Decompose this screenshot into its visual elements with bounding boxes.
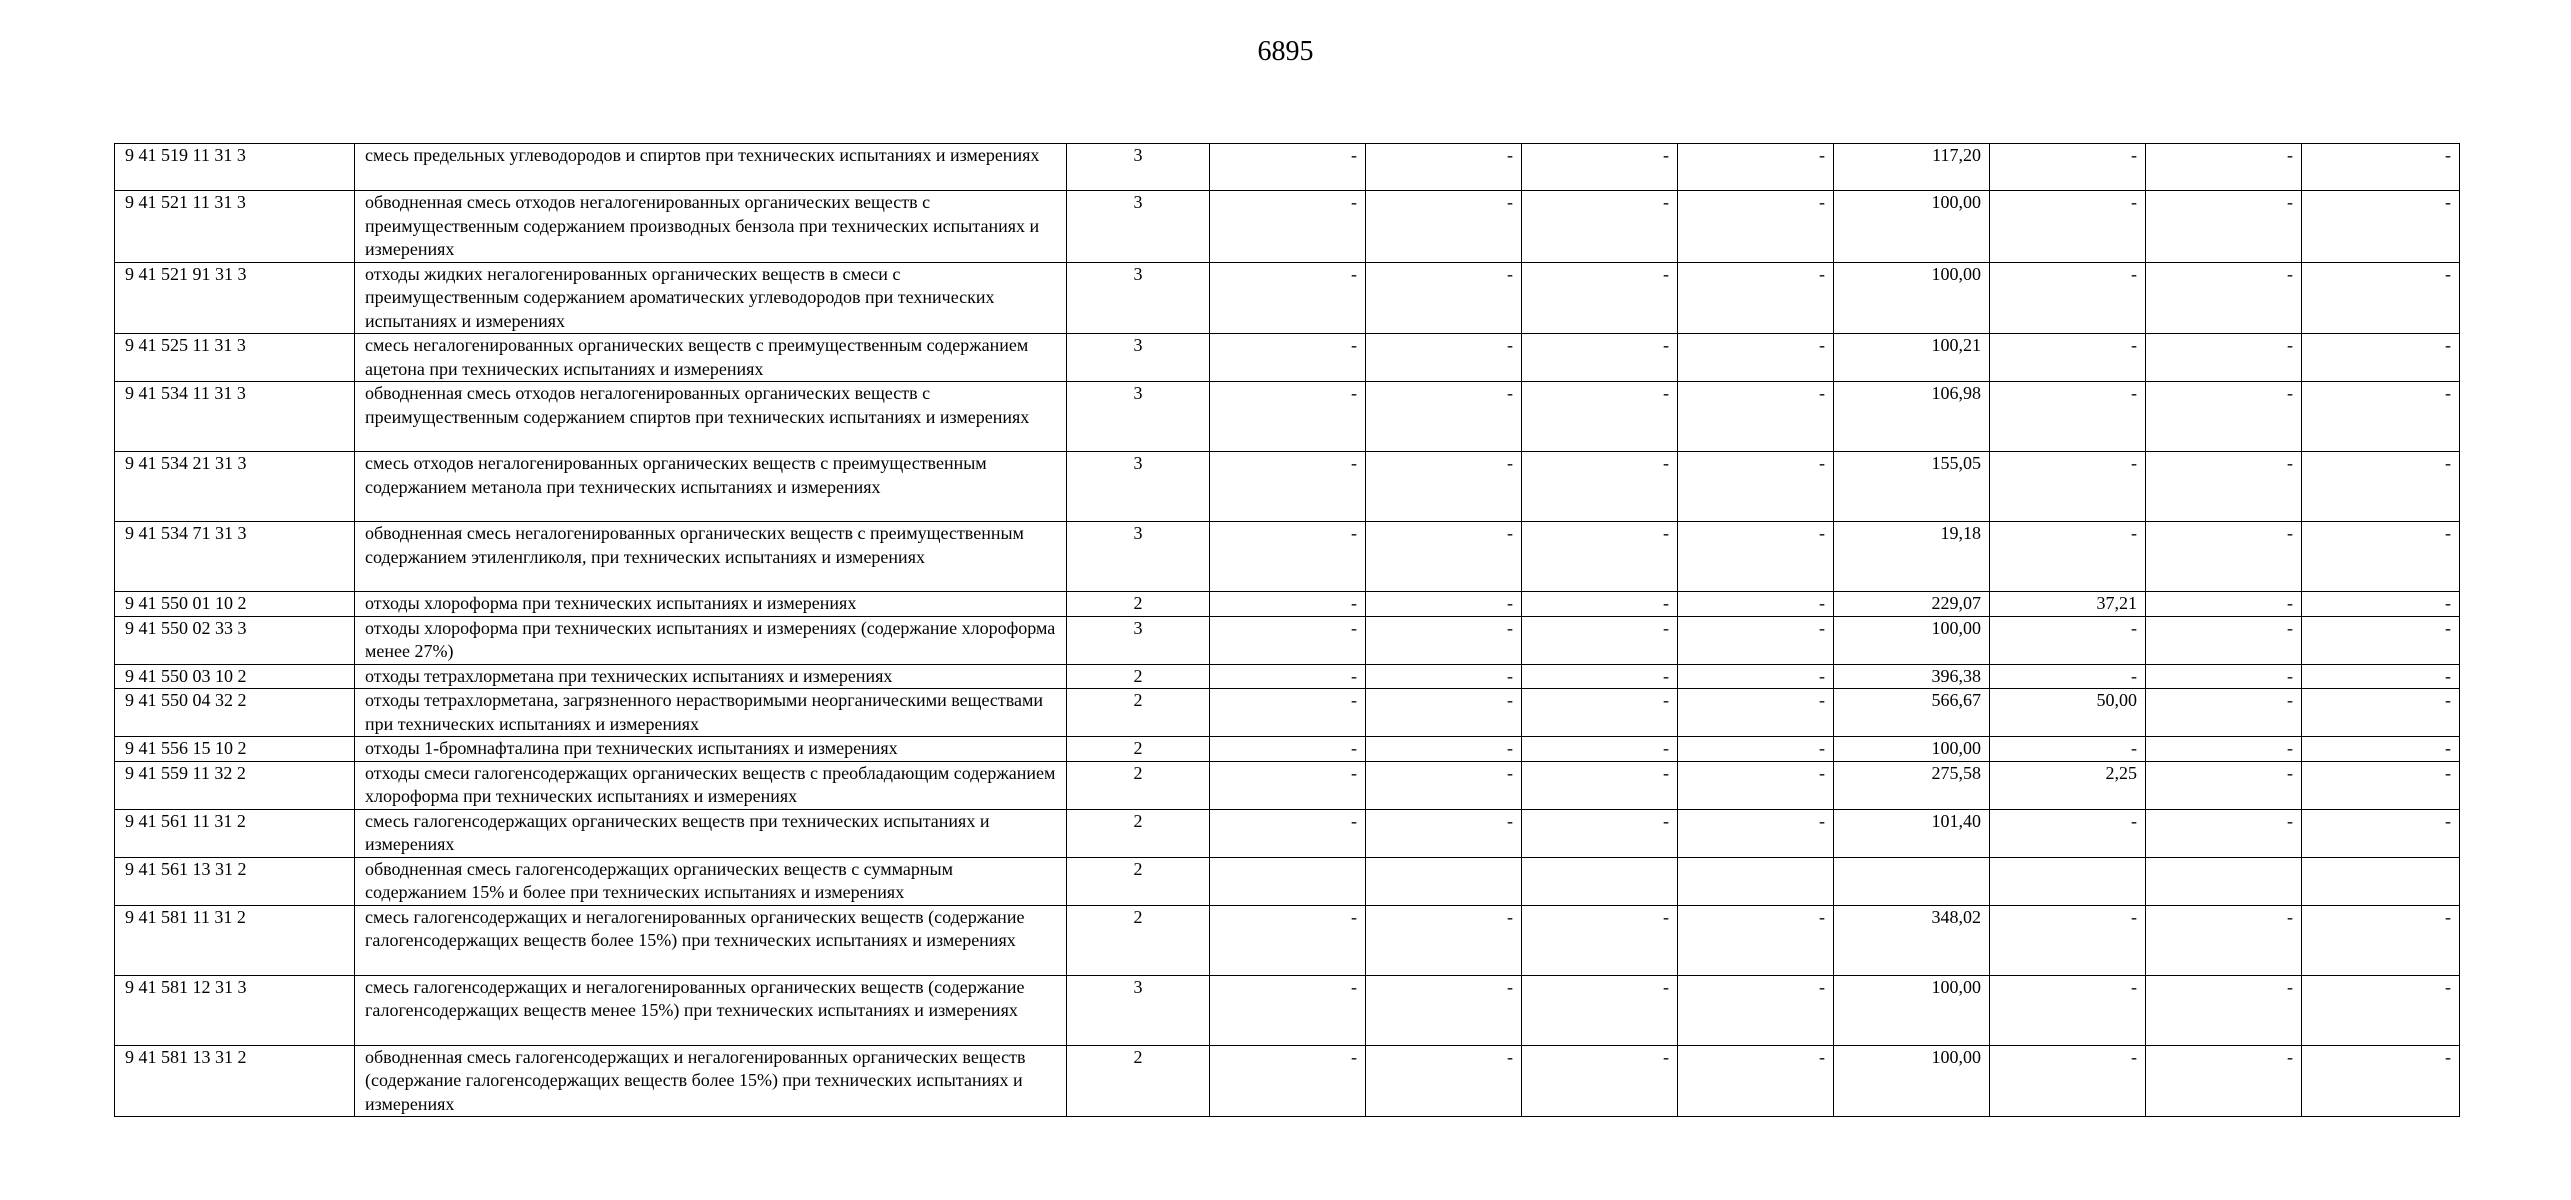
value-cell: -	[1990, 1045, 2146, 1117]
value-cell: -	[1678, 905, 1834, 975]
hazard-class-cell: 2	[1067, 905, 1210, 975]
value-cell: -	[2302, 616, 2460, 664]
value-cell: -	[1522, 689, 1678, 737]
value-cell: -	[1522, 761, 1678, 809]
value-cell: -	[2302, 905, 2460, 975]
value-cell: -	[2146, 522, 2302, 592]
value-cell: -	[1210, 592, 1366, 617]
hazard-class-cell: 2	[1067, 664, 1210, 689]
value-cell: 100,21	[1834, 334, 1990, 382]
value-cell: -	[1990, 975, 2146, 1045]
value-cell: -	[2146, 262, 2302, 334]
value-cell: 100,00	[1834, 737, 1990, 762]
value-cell: -	[1678, 975, 1834, 1045]
value-cell: -	[2146, 1045, 2302, 1117]
value-cell: 117,20	[1834, 144, 1990, 191]
waste-code-cell: 9 41 534 21 31 3	[115, 452, 355, 522]
waste-name-cell: обводненная смесь отходов негалогенированных органических веществ с преимущественным содержанием производных бензола при технических испытаниях и измерениях	[355, 191, 1067, 263]
value-cell: -	[1366, 382, 1522, 452]
value-cell	[1990, 857, 2146, 905]
hazard-class-cell: 3	[1067, 262, 1210, 334]
value-cell: -	[1522, 616, 1678, 664]
waste-code-cell: 9 41 550 04 32 2	[115, 689, 355, 737]
value-cell: -	[1210, 1045, 1366, 1117]
value-cell: 100,00	[1834, 191, 1990, 263]
value-cell	[2146, 857, 2302, 905]
value-cell: -	[2146, 689, 2302, 737]
value-cell: 100,00	[1834, 262, 1990, 334]
waste-name-cell: отходы хлороформа при технических испытаниях и измерениях (содержание хлороформа менее 27%)	[355, 616, 1067, 664]
hazard-class-cell: 3	[1067, 616, 1210, 664]
waste-name-cell: обводненная смесь отходов негалогенированных органических веществ с преимущественным содержанием спиртов при технических испытаниях и измерениях	[355, 382, 1067, 452]
value-cell: -	[1990, 522, 2146, 592]
value-cell: -	[1678, 809, 1834, 857]
value-cell: -	[2302, 191, 2460, 263]
value-cell: -	[2302, 689, 2460, 737]
waste-code-cell: 9 41 559 11 32 2	[115, 761, 355, 809]
value-cell: -	[1366, 452, 1522, 522]
waste-name-cell: обводненная смесь галогенсодержащих и негалогенированных органических веществ (содержание галогенсодержащих веществ более 15%) при технических испытаниях и измерениях	[355, 1045, 1067, 1117]
value-cell: -	[2146, 905, 2302, 975]
value-cell: -	[1990, 664, 2146, 689]
value-cell: -	[1522, 382, 1678, 452]
value-cell: -	[1678, 689, 1834, 737]
hazard-class-cell: 2	[1067, 857, 1210, 905]
waste-code-cell: 9 41 525 11 31 3	[115, 334, 355, 382]
value-cell	[2302, 857, 2460, 905]
value-cell: -	[1990, 809, 2146, 857]
value-cell: -	[1366, 737, 1522, 762]
table-row	[115, 761, 2460, 809]
hazard-class-cell: 3	[1067, 334, 1210, 382]
value-cell: -	[2302, 522, 2460, 592]
waste-name-cell: смесь галогенсодержащих и негалогенированных органических веществ (содержание галогенсодержащих веществ менее 15%) при технических испытаниях и измерениях	[355, 975, 1067, 1045]
table-row	[115, 262, 2460, 334]
value-cell: -	[1366, 689, 1522, 737]
value-cell: -	[2146, 616, 2302, 664]
value-cell: -	[2146, 382, 2302, 452]
value-cell: -	[1990, 262, 2146, 334]
waste-code-cell: 9 41 550 03 10 2	[115, 664, 355, 689]
waste-name-cell: смесь отходов негалогенированных органических веществ с преимущественным содержанием метанола при технических испытаниях и измерениях	[355, 452, 1067, 522]
waste-name-cell: отходы жидких негалогенированных органических веществ в смеси с преимущественным содержанием ароматических углеводородов при технических испытаниях и измерениях	[355, 262, 1067, 334]
waste-name-cell: отходы тетрахлорметана при технических испытаниях и измерениях	[355, 664, 1067, 689]
table-row	[115, 809, 2460, 857]
value-cell: -	[1990, 382, 2146, 452]
hazard-class-cell: 3	[1067, 191, 1210, 263]
value-cell: -	[1366, 616, 1522, 664]
value-cell: -	[1522, 905, 1678, 975]
table-row	[115, 616, 2460, 664]
value-cell: 100,00	[1834, 975, 1990, 1045]
value-cell: -	[1678, 144, 1834, 191]
value-cell: -	[1366, 664, 1522, 689]
waste-name-cell: отходы 1-бромнафталина при технических испытаниях и измерениях	[355, 737, 1067, 762]
value-cell: -	[1990, 191, 2146, 263]
value-cell: -	[1990, 905, 2146, 975]
value-cell: -	[2302, 737, 2460, 762]
waste-code-cell: 9 41 519 11 31 3	[115, 144, 355, 191]
value-cell: -	[1210, 334, 1366, 382]
hazard-class-cell: 2	[1067, 761, 1210, 809]
table-row	[115, 689, 2460, 737]
hazard-class-cell: 3	[1067, 144, 1210, 191]
table-row	[115, 905, 2460, 975]
value-cell: -	[1522, 592, 1678, 617]
value-cell: -	[1678, 761, 1834, 809]
table-row	[115, 1045, 2460, 1117]
table-row	[115, 592, 2460, 617]
table-row	[115, 857, 2460, 905]
value-cell: -	[1990, 616, 2146, 664]
value-cell: -	[1522, 191, 1678, 263]
table-row	[115, 144, 2460, 191]
waste-name-cell: отходы смеси галогенсодержащих органических веществ с преобладающим содержанием хлороформа при технических испытаниях и измерениях	[355, 761, 1067, 809]
value-cell: -	[1522, 144, 1678, 191]
value-cell: -	[1210, 905, 1366, 975]
value-cell: 101,40	[1834, 809, 1990, 857]
table-row	[115, 522, 2460, 592]
value-cell: -	[2146, 737, 2302, 762]
value-cell: -	[1990, 144, 2146, 191]
value-cell: -	[1210, 382, 1366, 452]
table-body	[115, 144, 2460, 1117]
value-cell: -	[1210, 664, 1366, 689]
waste-name-cell: отходы тетрахлорметана, загрязненного нерастворимыми неорганическими веществами при технических испытаниях и измерениях	[355, 689, 1067, 737]
value-cell: -	[1210, 144, 1366, 191]
table-row	[115, 191, 2460, 263]
value-cell: -	[1678, 191, 1834, 263]
value-cell: -	[1210, 809, 1366, 857]
value-cell: -	[1678, 1045, 1834, 1117]
value-cell: -	[2146, 144, 2302, 191]
value-cell: -	[1522, 664, 1678, 689]
waste-name-cell: отходы хлороформа при технических испытаниях и измерениях	[355, 592, 1067, 617]
value-cell: -	[1678, 616, 1834, 664]
value-cell: -	[1210, 522, 1366, 592]
value-cell: 275,58	[1834, 761, 1990, 809]
value-cell: -	[1366, 809, 1522, 857]
value-cell: -	[1366, 144, 1522, 191]
waste-code-cell: 9 41 550 01 10 2	[115, 592, 355, 617]
value-cell: -	[1366, 975, 1522, 1045]
value-cell: -	[1522, 334, 1678, 382]
value-cell: -	[2302, 761, 2460, 809]
value-cell: -	[1210, 452, 1366, 522]
value-cell: 155,05	[1834, 452, 1990, 522]
value-cell: -	[1678, 334, 1834, 382]
value-cell: -	[1522, 809, 1678, 857]
value-cell: -	[1678, 592, 1834, 617]
value-cell: -	[1366, 191, 1522, 263]
waste-name-cell: обводненная смесь негалогенированных органических веществ с преимущественным содержанием этиленгликоля, при технических испытаниях и измерениях	[355, 522, 1067, 592]
value-cell: -	[2302, 334, 2460, 382]
waste-name-cell: смесь негалогенированных органических веществ с преимущественным содержанием ацетона при технических испытаниях и измерениях	[355, 334, 1067, 382]
table-row	[115, 664, 2460, 689]
waste-code-cell: 9 41 561 13 31 2	[115, 857, 355, 905]
waste-name-cell: смесь галогенсодержащих органических веществ при технических испытаниях и измерениях	[355, 809, 1067, 857]
value-cell: -	[1678, 382, 1834, 452]
value-cell: -	[2146, 975, 2302, 1045]
hazard-class-cell: 3	[1067, 975, 1210, 1045]
waste-code-cell: 9 41 521 11 31 3	[115, 191, 355, 263]
value-cell	[1366, 857, 1522, 905]
value-cell: -	[1366, 905, 1522, 975]
value-cell: -	[1210, 191, 1366, 263]
waste-register-table	[114, 143, 2460, 1117]
value-cell: -	[1210, 761, 1366, 809]
value-cell: -	[2302, 144, 2460, 191]
value-cell: -	[1522, 262, 1678, 334]
waste-code-cell: 9 41 561 11 31 2	[115, 809, 355, 857]
waste-code-cell: 9 41 550 02 33 3	[115, 616, 355, 664]
value-cell: -	[1522, 452, 1678, 522]
value-cell: -	[2146, 664, 2302, 689]
value-cell: -	[1366, 334, 1522, 382]
hazard-class-cell: 3	[1067, 452, 1210, 522]
value-cell: 396,38	[1834, 664, 1990, 689]
value-cell: -	[1366, 761, 1522, 809]
waste-name-cell: смесь галогенсодержащих и негалогенированных органических веществ (содержание галогенсодержащих веществ более 15%) при технических испытаниях и измерениях	[355, 905, 1067, 975]
value-cell: -	[2302, 592, 2460, 617]
value-cell: -	[2146, 809, 2302, 857]
value-cell: -	[1522, 522, 1678, 592]
value-cell: 50,00	[1990, 689, 2146, 737]
hazard-class-cell: 2	[1067, 1045, 1210, 1117]
page-number: 6895	[1257, 36, 1314, 67]
value-cell: 106,98	[1834, 382, 1990, 452]
value-cell: -	[2146, 334, 2302, 382]
hazard-class-cell: 2	[1067, 737, 1210, 762]
waste-code-cell: 9 41 581 12 31 3	[115, 975, 355, 1045]
value-cell: -	[1678, 737, 1834, 762]
value-cell: 37,21	[1990, 592, 2146, 617]
value-cell: -	[2302, 452, 2460, 522]
table-row	[115, 452, 2460, 522]
value-cell: -	[1990, 452, 2146, 522]
value-cell: -	[2302, 809, 2460, 857]
value-cell: -	[2302, 262, 2460, 334]
value-cell: -	[1522, 975, 1678, 1045]
value-cell: -	[1522, 737, 1678, 762]
value-cell: -	[1678, 522, 1834, 592]
waste-code-cell: 9 41 581 13 31 2	[115, 1045, 355, 1117]
value-cell: 229,07	[1834, 592, 1990, 617]
value-cell: -	[2302, 382, 2460, 452]
hazard-class-cell: 2	[1067, 592, 1210, 617]
value-cell: 100,00	[1834, 1045, 1990, 1117]
waste-code-cell: 9 41 556 15 10 2	[115, 737, 355, 762]
hazard-class-cell: 2	[1067, 689, 1210, 737]
value-cell: -	[1210, 616, 1366, 664]
waste-code-cell: 9 41 521 91 31 3	[115, 262, 355, 334]
value-cell: -	[2146, 761, 2302, 809]
value-cell: -	[2302, 975, 2460, 1045]
value-cell: -	[1366, 262, 1522, 334]
waste-name-cell: смесь предельных углеводородов и спиртов при технических испытаниях и измерениях	[355, 144, 1067, 191]
hazard-class-cell: 2	[1067, 809, 1210, 857]
value-cell	[1522, 857, 1678, 905]
value-cell	[1210, 857, 1366, 905]
value-cell: -	[1366, 522, 1522, 592]
value-cell: -	[1366, 592, 1522, 617]
value-cell: -	[1210, 975, 1366, 1045]
value-cell: -	[2146, 191, 2302, 263]
value-cell: -	[2146, 592, 2302, 617]
table-row	[115, 382, 2460, 452]
value-cell	[1834, 857, 1990, 905]
value-cell: -	[1210, 737, 1366, 762]
hazard-class-cell: 3	[1067, 522, 1210, 592]
value-cell: -	[1210, 689, 1366, 737]
value-cell: -	[1678, 664, 1834, 689]
table-row	[115, 975, 2460, 1045]
value-cell: -	[1210, 262, 1366, 334]
value-cell: -	[1990, 737, 2146, 762]
value-cell: -	[1678, 452, 1834, 522]
waste-code-cell: 9 41 534 11 31 3	[115, 382, 355, 452]
value-cell: 19,18	[1834, 522, 1990, 592]
value-cell: 348,02	[1834, 905, 1990, 975]
hazard-class-cell: 3	[1067, 382, 1210, 452]
value-cell: -	[1990, 334, 2146, 382]
waste-code-cell: 9 41 534 71 31 3	[115, 522, 355, 592]
table-row	[115, 737, 2460, 762]
value-cell: 100,00	[1834, 616, 1990, 664]
value-cell: -	[1522, 1045, 1678, 1117]
value-cell: 2,25	[1990, 761, 2146, 809]
waste-code-cell: 9 41 581 11 31 2	[115, 905, 355, 975]
value-cell: -	[1678, 262, 1834, 334]
value-cell: -	[1366, 1045, 1522, 1117]
value-cell	[1678, 857, 1834, 905]
value-cell: -	[2302, 1045, 2460, 1117]
waste-name-cell: обводненная смесь галогенсодержащих органических веществ с суммарным содержанием 15% и более при технических испытаниях и измерениях	[355, 857, 1067, 905]
table-row	[115, 334, 2460, 382]
value-cell: -	[2302, 664, 2460, 689]
value-cell: 566,67	[1834, 689, 1990, 737]
value-cell: -	[2146, 452, 2302, 522]
